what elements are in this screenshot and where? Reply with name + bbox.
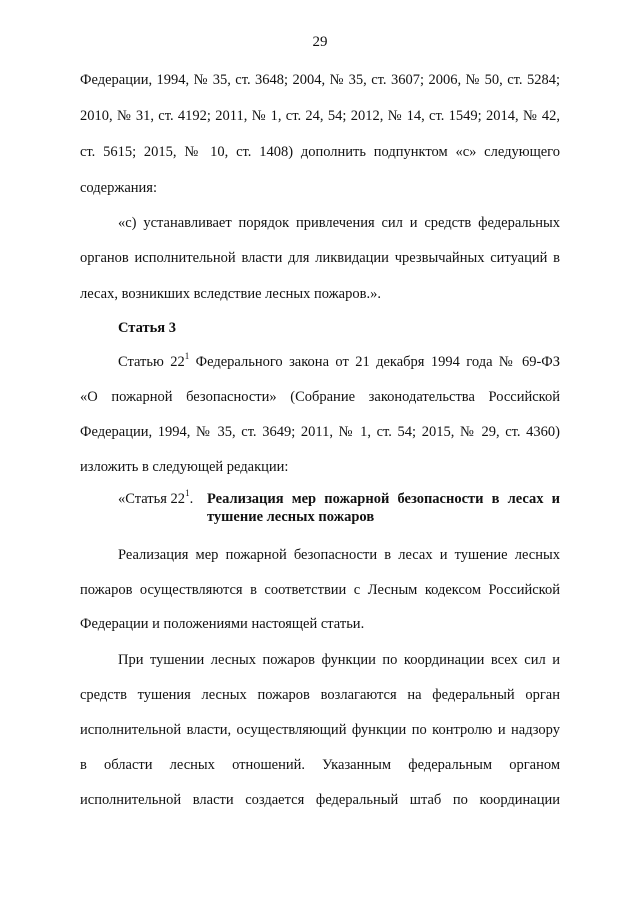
article-intro-line: «О пожарной безопасности» (Собрание законодательства Российской — [80, 389, 560, 405]
paragraph-line: При тушении лесных пожаров функции по координации всех сил и — [118, 652, 560, 668]
page-number: 29 — [312, 34, 328, 50]
superscript: 1 — [185, 489, 190, 499]
paragraph-line: 2010, № 31, ст. 4192; 2011, № 1, ст. 24, 54; 2012, № 14, ст. 1549; 2014, № 42, — [80, 108, 560, 124]
article-heading: Статья 3 — [118, 320, 176, 336]
article-intro-line: Федерации, 1994, № 35, ст. 3649; 2011, № 1, ст. 54; 2015, № 29, ст. 4360) — [80, 424, 560, 440]
paragraph-line: средств тушения лесных пожаров возлагаются на федеральный орган — [80, 687, 560, 703]
paragraph-line: в области лесных отношений. Указанным федеральным органом — [80, 757, 560, 773]
paragraph-line: содержания: — [80, 180, 158, 196]
article-intro-line — [118, 352, 560, 372]
article-intro-text: Федерального закона от 21 декабря 1994 года № 69-ФЗ — [189, 354, 560, 370]
paragraph-line: Федерации, 1994, № 35, ст. 3648; 2004, № 35, ст. 3607; 2006, № 50, ст. 5284; — [80, 72, 560, 88]
paragraph-line: Федерации и положениями настоящей статьи. — [80, 616, 365, 632]
article-title: Реализация мер пожарной безопасности в лесах и — [207, 491, 560, 507]
paragraph-line: пожаров осуществляются в соответствии с Лесным кодексом Российской — [80, 582, 560, 598]
article-ref: Статью 22 — [118, 354, 185, 370]
quote-line: лесах, возникших вследствие лесных пожаров.». — [80, 286, 381, 302]
paragraph-line: исполнительной власти создается федеральный штаб по координации — [80, 792, 560, 808]
article-number-dot: . — [189, 491, 194, 507]
paragraph-line: ст. 5615; 2015, № 10, ст. 1408) дополнить подпунктом «с» следующего — [80, 144, 560, 160]
article-title: тушение лесных пожаров — [207, 509, 375, 525]
article-intro-line: изложить в следующей редакции: — [80, 459, 289, 475]
quote-line: «с) устанавливает порядок привлечения сил и средств федеральных — [118, 215, 560, 231]
paragraph-line: исполнительной власти, осуществляющий функции по контролю и надзору — [80, 722, 560, 738]
paragraph-line: Реализация мер пожарной безопасности в лесах и тушение лесных — [118, 547, 560, 563]
article-number: «Статья 22 — [118, 491, 186, 507]
superscript: 1 — [184, 352, 190, 362]
quote-line: органов исполнительной власти для ликвидации чрезвычайных ситуаций в — [80, 250, 560, 266]
